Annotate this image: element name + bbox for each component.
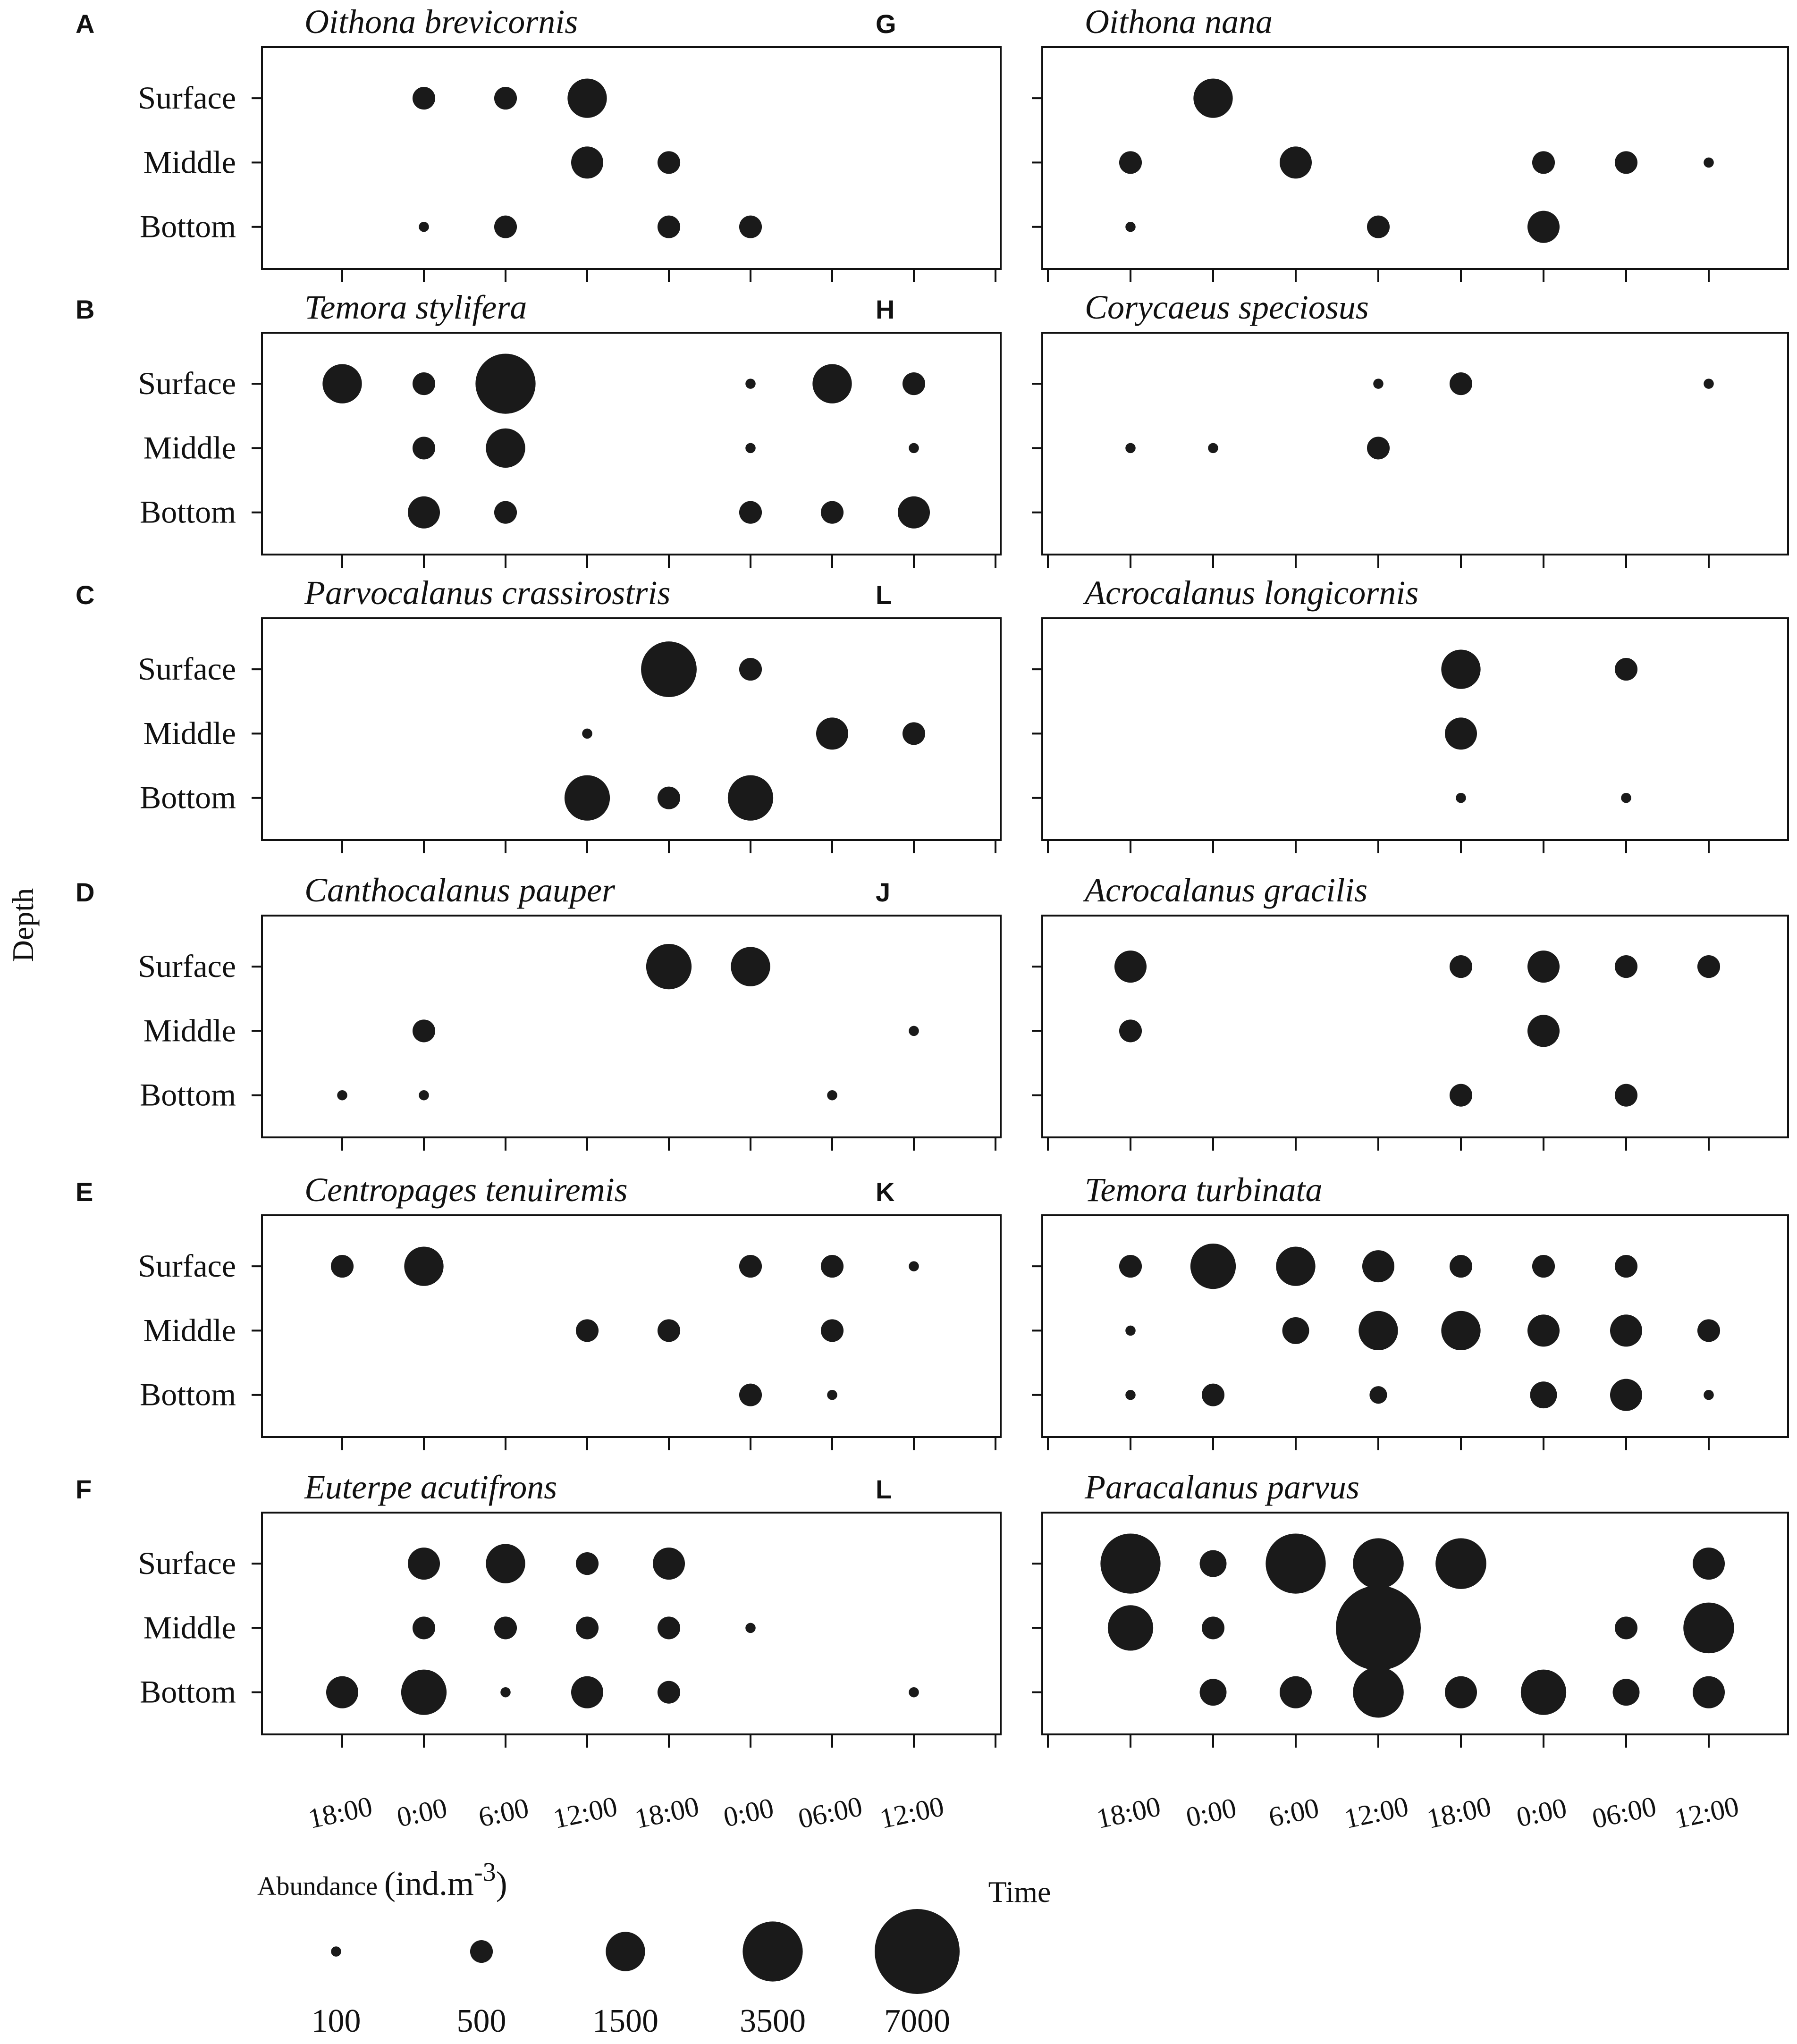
legend-title-unit: (ind.m [384, 1865, 474, 1902]
bubble-surface-t2 [475, 353, 535, 413]
bubble-surface-t6 [1615, 955, 1637, 978]
bubble-middle-t2 [486, 429, 525, 468]
panel-7 [876, 3, 1788, 282]
bubble-surface-t6 [1615, 1255, 1637, 1278]
bubble-middle-t3 [582, 729, 592, 739]
bubble-middle-t7 [1697, 1319, 1720, 1342]
bubble-surface-t1 [404, 1246, 443, 1286]
bubble-middle-t7 [909, 443, 919, 454]
panel-letter: J [876, 877, 891, 907]
time-tick-label: 06:00 [1589, 1790, 1659, 1834]
panel-letter: G [876, 9, 896, 39]
bubble-surface-t1 [408, 1548, 440, 1580]
bubble-middle-t0 [1119, 151, 1142, 174]
bubble-surface-t3 [576, 1552, 599, 1575]
bubble-surface-t0 [331, 1255, 354, 1278]
plot-frame [262, 333, 1001, 555]
time-tick-label: 18:00 [632, 1790, 702, 1834]
plot-frame [1042, 916, 1788, 1137]
time-tick-label: 12:00 [1672, 1790, 1742, 1834]
bubble-bottom-t2 [494, 501, 517, 524]
legend-bubble-3500 [742, 1921, 802, 1981]
bubble-bottom-t3 [1369, 1386, 1387, 1404]
plot-frame [262, 47, 1001, 269]
panel-11 [876, 1171, 1788, 1450]
bubble-surface-t4 [1450, 1255, 1472, 1278]
legend-bubble-500 [470, 1940, 493, 1963]
x-axis-title: Time [988, 1875, 1051, 1909]
bubble-surface-t5 [739, 1255, 762, 1278]
bubble-middle-t7 [1683, 1603, 1734, 1654]
bubble-middle-t6 [1615, 151, 1637, 174]
bubble-surface-t1 [1190, 1244, 1236, 1289]
bubble-surface-t2 [1265, 1533, 1325, 1593]
time-tick-label: 18:00 [1094, 1790, 1164, 1834]
bubble-middle-t4 [1441, 1311, 1480, 1350]
time-tick-label: 12:00 [1341, 1790, 1411, 1834]
depth-label-middle: Middle [143, 1012, 236, 1049]
panel-letter: C [76, 580, 95, 610]
panel-6 [76, 1468, 1001, 1748]
bubble-surface-t7 [1693, 1548, 1725, 1580]
bubble-bottom-t1 [408, 496, 440, 529]
shared-axes-layer [6, 888, 1742, 1909]
bubble-middle-t1 [413, 1019, 435, 1042]
panel-title: Euterpe acutifrons [304, 1468, 557, 1506]
bubble-bottom-t6 [1613, 1679, 1640, 1706]
bubble-bottom-t0 [1125, 222, 1136, 232]
bubble-bottom-t5 [739, 216, 762, 238]
bubble-bottom-t7 [1704, 1390, 1714, 1400]
panel-10 [876, 871, 1788, 1151]
plot-frame [262, 916, 1001, 1137]
bubble-bottom-t4 [658, 787, 680, 809]
bubble-bottom-t5 [728, 775, 773, 821]
bubble-bottom-t4 [1445, 1676, 1477, 1708]
bubble-surface-t3 [567, 78, 607, 118]
plot-frame [1042, 1215, 1788, 1437]
bubble-surface-t4 [1441, 649, 1480, 689]
depth-label-middle: Middle [143, 144, 236, 180]
bubble-bottom-t7 [1693, 1676, 1725, 1708]
bubble-middle-t1 [413, 437, 435, 459]
bubble-middle-t5 [1527, 1015, 1560, 1047]
bubble-bottom-t1 [419, 1090, 429, 1101]
bubble-surface-t6 [812, 364, 852, 403]
legend-bubble-7000 [875, 1909, 960, 1994]
bubble-bottom-t6 [1621, 793, 1631, 803]
bubble-middle-t4 [658, 151, 680, 174]
time-tick-label: 6:00 [1265, 1792, 1322, 1833]
bubble-middle-t3 [571, 146, 603, 178]
bubble-bottom-t1 [401, 1670, 447, 1715]
bubble-middle-t0 [1125, 1326, 1136, 1336]
bubble-middle-t7 [909, 1026, 919, 1036]
time-tick-label: 0:00 [394, 1792, 450, 1833]
time-tick-label: 18:00 [1424, 1790, 1494, 1834]
bubble-middle-t7 [1704, 158, 1714, 168]
bubble-bottom-t0 [337, 1090, 347, 1101]
panel-title: Acrocalanus longicornis [1085, 574, 1419, 612]
depth-label-bottom: Bottom [139, 494, 236, 530]
panel-title: Centropages tenuiremis [304, 1171, 628, 1209]
bubble-bottom-t2 [1280, 1676, 1312, 1708]
depth-label-surface: Surface [138, 1248, 236, 1284]
time-tick-label: 18:00 [305, 1790, 375, 1834]
bubble-middle-t4 [658, 1616, 680, 1639]
bubble-bottom-t6 [1610, 1379, 1642, 1411]
bubble-surface-t5 [1527, 951, 1560, 983]
depth-label-bottom: Bottom [139, 1674, 236, 1710]
panel-title: Parvocalanus crassirostris [304, 574, 671, 612]
bubble-middle-t1 [1202, 1616, 1224, 1639]
bubble-middle-t0 [1108, 1605, 1153, 1650]
depth-label-bottom: Bottom [139, 779, 236, 816]
bubble-bottom-t5 [1527, 211, 1560, 243]
plot-frame [262, 618, 1001, 840]
bubble-surface-t7 [909, 1261, 919, 1271]
panel-letter: F [76, 1474, 92, 1504]
bubble-surface-t7 [1697, 955, 1720, 978]
bubble-middle-t2 [494, 1616, 517, 1639]
legend-label-3500: 3500 [740, 2003, 806, 2039]
legend-title-text: Abundance [257, 1872, 385, 1901]
legend-title-exponent: -3 [474, 1858, 496, 1887]
bubble-bottom-t2 [500, 1687, 511, 1698]
bubble-surface-t3 [1353, 1538, 1404, 1589]
depth-label-surface: Surface [138, 80, 236, 116]
bubble-surface-t2 [494, 87, 517, 109]
bubble-bottom-t4 [1450, 1084, 1472, 1107]
legend-title-close: ) [496, 1865, 507, 1902]
bubble-bottom-t4 [658, 1681, 680, 1704]
bubble-surface-t6 [1615, 658, 1637, 681]
depth-label-surface: Surface [138, 365, 236, 402]
bubble-surface-t0 [1100, 1533, 1160, 1593]
panel-12 [876, 1468, 1788, 1748]
legend-bubble-100 [331, 1946, 341, 1957]
bubble-middle-t6 [1615, 1616, 1637, 1639]
bubble-middle-t5 [1527, 1314, 1560, 1346]
bubble-surface-t4 [653, 1548, 685, 1580]
bubble-surface-t5 [731, 947, 770, 986]
bubble-surface-t4 [1450, 372, 1472, 395]
bubble-bottom-t6 [1615, 1084, 1637, 1107]
depth-label-surface: Surface [138, 651, 236, 687]
bubble-surface-t1 [1193, 78, 1232, 118]
bubble-surface-t0 [1114, 951, 1147, 983]
bubble-middle-t2 [1282, 1317, 1309, 1344]
depth-label-surface: Surface [138, 948, 236, 984]
plot-frame [262, 1513, 1001, 1734]
depth-label-middle: Middle [143, 1312, 236, 1348]
bubble-bottom-t6 [827, 1390, 837, 1400]
bubble-middle-t3 [1358, 1311, 1398, 1350]
bubble-surface-t0 [1119, 1255, 1142, 1278]
y-axis-title: Depth [6, 888, 40, 962]
bubble-middle-t1 [413, 1616, 435, 1639]
depth-label-bottom: Bottom [139, 1376, 236, 1413]
panel-letter: L [876, 1474, 892, 1504]
bubble-middle-t0 [1125, 443, 1136, 454]
panel-title: Oithona nana [1085, 3, 1273, 41]
panel-letter: H [876, 294, 895, 324]
bubble-surface-t5 [739, 658, 762, 681]
panel-title: Paracalanus parvus [1085, 1468, 1359, 1506]
depth-label-bottom: Bottom [139, 1077, 236, 1113]
bubble-bottom-t4 [1456, 793, 1466, 803]
bubble-bottom-t3 [1367, 216, 1390, 238]
bubble-surface-t3 [1373, 379, 1384, 389]
bubble-surface-t7 [1704, 379, 1714, 389]
legend-label-7000: 7000 [884, 2003, 950, 2039]
bubble-middle-t4 [1445, 717, 1477, 749]
bubble-bottom-t5 [1530, 1381, 1557, 1408]
panel-title: Temora turbinata [1085, 1171, 1323, 1209]
bubble-surface-t5 [745, 379, 756, 389]
bubble-bottom-t0 [1125, 1390, 1136, 1400]
bubble-bottom-t3 [1353, 1667, 1404, 1718]
bubble-bottom-t4 [658, 216, 680, 238]
bubble-bottom-t3 [565, 775, 610, 821]
bubble-surface-t4 [1435, 1538, 1486, 1589]
bubble-bottom-t1 [419, 222, 429, 232]
bubble-middle-t4 [658, 1319, 680, 1342]
plot-frame [1042, 618, 1788, 840]
panel-title: Temora stylifera [304, 288, 527, 326]
legend-label-500: 500 [456, 2003, 506, 2039]
legend-bubble-1500 [606, 1932, 645, 1971]
panels-layer [76, 3, 1788, 1748]
depth-label-bottom: Bottom [139, 208, 236, 244]
bubble-middle-t3 [576, 1319, 599, 1342]
bubble-surface-t1 [413, 372, 435, 395]
bubble-surface-t7 [903, 372, 925, 395]
time-tick-label: 12:00 [550, 1790, 620, 1834]
bubble-bottom-t3 [571, 1676, 603, 1708]
panel-letter: L [876, 580, 892, 610]
bubble-bottom-t6 [827, 1090, 837, 1101]
legend-layer [257, 1858, 960, 2039]
bubble-surface-t1 [413, 87, 435, 109]
time-tick-label: 06:00 [795, 1790, 865, 1834]
bubble-middle-t6 [816, 717, 848, 749]
bubble-surface-t1 [1200, 1550, 1227, 1577]
bubble-bottom-t7 [909, 1687, 919, 1698]
bubble-bottom-t1 [1202, 1384, 1224, 1406]
time-tick-label: 0:00 [1513, 1792, 1569, 1833]
legend-title [257, 1858, 507, 1902]
panel-8 [876, 288, 1788, 568]
bubble-surface-t6 [821, 1255, 844, 1278]
panel-4 [76, 871, 1001, 1151]
bubble-bottom-t7 [898, 496, 930, 529]
depth-label-middle: Middle [143, 429, 236, 466]
panel-letter: A [76, 9, 95, 39]
depth-label-surface: Surface [138, 1545, 236, 1581]
panel-letter: K [876, 1177, 895, 1207]
bubble-bottom-t5 [739, 1384, 762, 1406]
panel-9 [876, 574, 1788, 853]
bubble-surface-t4 [1450, 955, 1472, 978]
bubble-bottom-t5 [739, 501, 762, 524]
legend-label-100: 100 [311, 2003, 361, 2039]
bubble-middle-t0 [1119, 1019, 1142, 1042]
bubble-surface-t2 [486, 1544, 525, 1583]
bubble-middle-t3 [576, 1616, 599, 1639]
bubble-surface-t3 [1362, 1250, 1394, 1282]
plot-frame [1042, 47, 1788, 269]
bubble-surface-t4 [641, 641, 697, 697]
plot-frame [262, 1215, 1001, 1437]
plot-frame [1042, 333, 1788, 555]
bubble-bottom-t1 [1200, 1679, 1227, 1706]
bubble-surface-t0 [322, 364, 362, 403]
bubble-middle-t3 [1336, 1585, 1421, 1670]
legend-label-1500: 1500 [592, 2003, 658, 2039]
panel-title: Corycaeus speciosus [1085, 288, 1369, 326]
bubble-middle-t2 [1280, 146, 1312, 178]
panel-3 [76, 574, 1001, 853]
bubble-middle-t6 [1610, 1314, 1642, 1346]
panel-1 [76, 3, 1001, 282]
bubble-bottom-t2 [494, 216, 517, 238]
panel-title: Canthocalanus pauper [304, 871, 615, 909]
panel-letter: E [76, 1177, 93, 1207]
depth-label-middle: Middle [143, 1609, 236, 1646]
bubble-middle-t6 [821, 1319, 844, 1342]
bubble-surface-t5 [1532, 1255, 1555, 1278]
bubble-middle-t1 [1208, 443, 1218, 454]
bubble-middle-t3 [1367, 437, 1390, 459]
time-tick-label: 0:00 [1183, 1792, 1239, 1833]
panel-title: Acrocalanus gracilis [1085, 871, 1368, 909]
bubble-middle-t5 [745, 443, 756, 454]
bubble-surface-t4 [646, 944, 692, 989]
time-tick-label: 0:00 [720, 1792, 776, 1833]
panel-5 [76, 1171, 1001, 1450]
bubble-bottom-t6 [821, 501, 844, 524]
bubble-bottom-t0 [326, 1676, 358, 1708]
panel-2 [76, 288, 1001, 568]
bubble-middle-t5 [1532, 151, 1555, 174]
time-tick-label: 6:00 [475, 1792, 532, 1833]
panel-title: Oithona brevicornis [304, 3, 578, 41]
time-tick-label: 12:00 [877, 1790, 947, 1834]
bubble-surface-t2 [1276, 1246, 1315, 1286]
bubble-bottom-t5 [1521, 1670, 1566, 1715]
depth-label-middle: Middle [143, 715, 236, 751]
bubble-middle-t5 [745, 1623, 756, 1633]
panel-letter: B [76, 294, 95, 324]
panel-letter: D [76, 877, 95, 907]
bubble-middle-t7 [903, 722, 925, 745]
